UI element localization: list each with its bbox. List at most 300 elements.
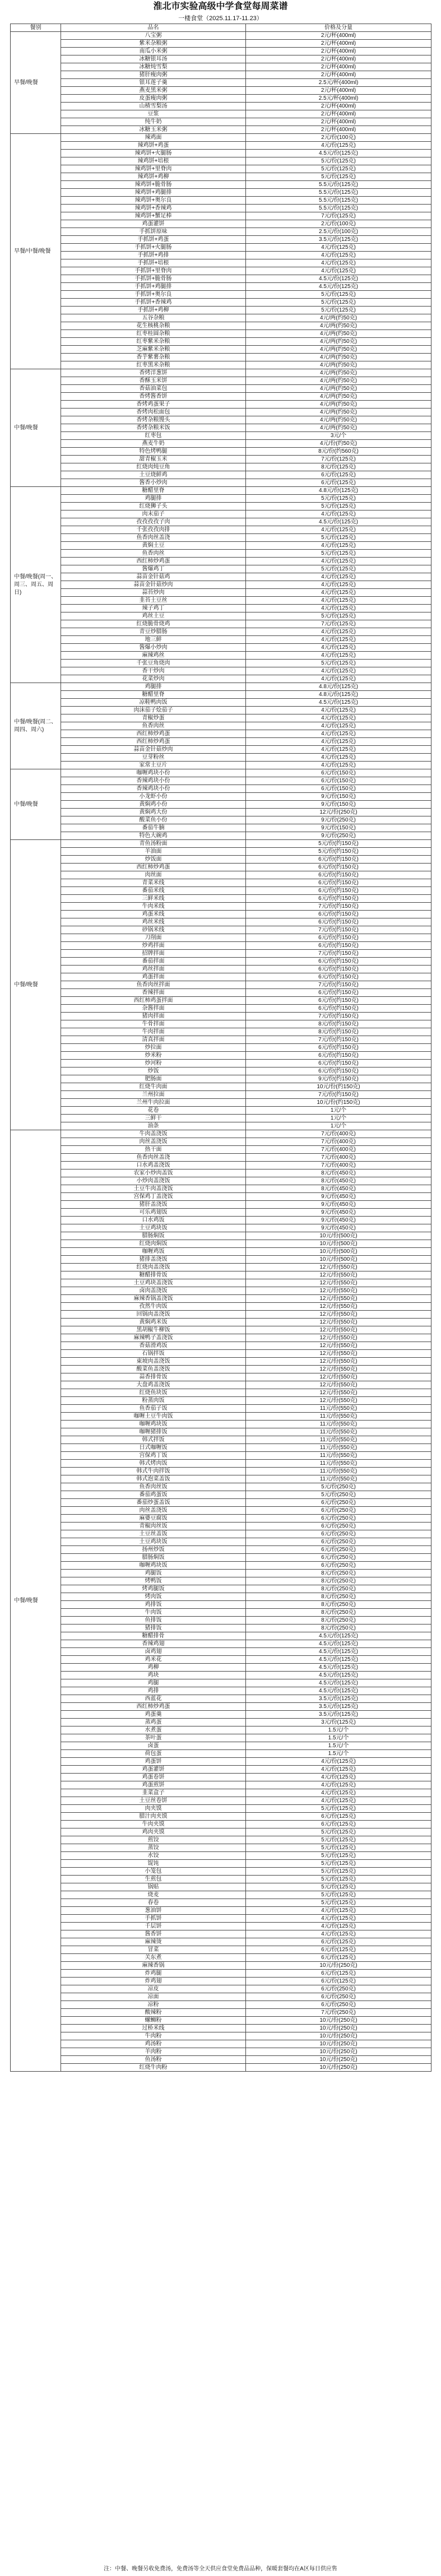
dish-price: 3.5元/份(125克) — [246, 236, 431, 244]
category-cell: 中餐/晚餐(周二、周四、周六) — [11, 683, 61, 769]
table-row — [11, 1232, 431, 1240]
table-row — [11, 1326, 431, 1334]
table-row — [11, 636, 431, 644]
table-row — [11, 942, 431, 950]
category-cell: 中餐/晚餐 — [11, 1130, 61, 2072]
dish-price: 8元/份(450克) — [246, 1177, 431, 1185]
page-title: 淮北市实验高级中学食堂每周菜谱 — [153, 2, 288, 11]
table-row — [11, 1923, 431, 1930]
dish-name: 红枣桂圆杂粮 — [61, 330, 246, 338]
dish-name: 麻辣鸡丝 — [61, 652, 246, 660]
dish-name: 糖醋排骨饭 — [61, 1271, 246, 1279]
table-row — [11, 667, 431, 675]
header-price: 价格及分量 — [246, 24, 431, 32]
dish-price: 4元/份(125克) — [246, 244, 431, 252]
dish-name: 粉蒸肉饭 — [61, 1397, 246, 1405]
dish-name: 红烧鱼块饭 — [61, 1389, 246, 1397]
dish-name: 红烧牛肉面 — [61, 1083, 246, 1091]
dish-price: 6元/份(约150克) — [246, 942, 431, 950]
dish-price: 5元/份(125克) — [246, 1836, 431, 1844]
table-row — [11, 769, 431, 777]
dish-name: 土豆鸡块饭 — [61, 1224, 246, 1232]
table-row — [11, 110, 431, 118]
dish-name: 土豆烧鲜鸡 — [61, 471, 246, 479]
dish-price: 4元/份(125克) — [246, 628, 431, 636]
dish-price: 9元/份(450克) — [246, 1224, 431, 1232]
table-row — [11, 87, 431, 95]
dish-price: 6元/份(250克) — [246, 1546, 431, 1554]
dish-name: 肉夹馍 — [61, 1805, 246, 1813]
dish-name: 香烤肉松面包 — [61, 409, 246, 416]
table-row — [11, 1899, 431, 1907]
dish-price: 4元/份(125克) — [246, 267, 431, 275]
dish-price: 8元/份(250克) — [246, 1570, 431, 1577]
dish-price: 8元/份(250克) — [246, 1585, 431, 1593]
dish-price: 6元/份(150克) — [246, 785, 431, 793]
dish-name: 咖喱猪排饭 — [61, 1428, 246, 1436]
table-row — [11, 1640, 431, 1648]
dish-name: 手抓饼 — [61, 1915, 246, 1923]
dish-price: 2.5元/杯(400ml) — [246, 79, 431, 87]
dish-price: 9元/份(150克) — [246, 824, 431, 832]
dish-price: 9元/份(250克) — [246, 832, 431, 840]
dish-name: 刀削面 — [61, 934, 246, 942]
dish-price: 6元/份(250克) — [246, 1538, 431, 1546]
dish-price: 2元/杯(400ml) — [246, 126, 431, 134]
dish-name: 卤鸡翅 — [61, 1648, 246, 1656]
table-row — [11, 1217, 431, 1224]
table-row — [11, 1444, 431, 1452]
dish-name: 葱油饼 — [61, 1907, 246, 1915]
table-row — [11, 1122, 431, 1130]
dish-price: 6元/份(约150克) — [246, 895, 431, 903]
dish-price: 4元/份(125克) — [246, 142, 431, 150]
header-category: 餐别 — [11, 24, 61, 32]
table-row — [11, 1930, 431, 1938]
dish-price: 10元/份(500克) — [246, 1232, 431, 1240]
dish-name: 卤肉盖浇饭 — [61, 1287, 246, 1295]
dish-name: 凉面 — [61, 1993, 246, 2001]
dish-price: 4元/两(约50克) — [246, 369, 431, 377]
dish-name: 韩式烤肉饭 — [61, 1460, 246, 1468]
dish-price: 12元/份(550克) — [246, 1303, 431, 1311]
table-row — [11, 1758, 431, 1766]
table-row — [11, 785, 431, 793]
table-row — [11, 738, 431, 746]
dish-name: 咖喱鸡饭 — [61, 1248, 246, 1256]
dish-price: 11元/份(550克) — [246, 1405, 431, 1413]
dish-name: 炒鸡拌面 — [61, 942, 246, 950]
dish-name: 油条 — [61, 1122, 246, 1130]
dish-price: 6元/份(约150克) — [246, 864, 431, 871]
dish-price: 5.5元/份(125克) — [246, 181, 431, 189]
table-row — [11, 471, 431, 479]
dish-name: 猪排盖浇饭 — [61, 1256, 246, 1264]
dish-name: 黄焖鸡米饭 — [61, 1319, 246, 1326]
table-row — [11, 1067, 431, 1075]
dish-price: 4.5元/份(125克) — [246, 1640, 431, 1648]
dish-name: 手抓饼+培根 — [61, 259, 246, 267]
table-row — [11, 173, 431, 181]
dish-price: 6元/份(250克) — [246, 1515, 431, 1523]
dish-price: 8元/份(250克) — [246, 1593, 431, 1601]
table-row — [11, 1413, 431, 1421]
table-row — [11, 1177, 431, 1185]
table-row — [11, 1719, 431, 1726]
dish-price: 5元/份(125克) — [246, 1805, 431, 1813]
dish-price: 4.5元/份(125克) — [246, 1632, 431, 1640]
table-row — [11, 1421, 431, 1428]
table-row — [11, 1052, 431, 1060]
dish-price: 10元/份(500克) — [246, 1248, 431, 1256]
table-row — [11, 1381, 431, 1389]
table-row — [11, 1538, 431, 1546]
table-row — [11, 926, 431, 934]
dish-name: 羊肉粉 — [61, 2048, 246, 2056]
table-row — [11, 1036, 431, 1044]
table-row — [11, 722, 431, 730]
dish-name: 香烤酱香饼 — [61, 393, 246, 401]
dish-price: 4.5元/份(125克) — [246, 1679, 431, 1687]
table-row — [11, 911, 431, 918]
dish-name: 家常土豆片 — [61, 762, 246, 769]
table-row — [11, 259, 431, 267]
dish-price: 6元/份(125克) — [246, 471, 431, 479]
dish-name: 肉末茄子 — [61, 510, 246, 518]
dish-price: 8元/份(250克) — [246, 1577, 431, 1585]
dish-name: 麻辣鸭子盖浇饭 — [61, 1334, 246, 1342]
dish-name: 牛肉米线 — [61, 903, 246, 911]
dish-price: 2元/杯(400ml) — [246, 87, 431, 95]
dish-name: 鸡排饭 — [61, 1601, 246, 1609]
dish-price: 4元/份(125克) — [246, 644, 431, 652]
table-row — [11, 573, 431, 581]
dish-name: 手抓饼原味 — [61, 228, 246, 236]
table-row — [11, 1452, 431, 1460]
table-row — [11, 1044, 431, 1052]
dish-name: 花生核桃杂粮 — [61, 322, 246, 330]
table-row — [11, 346, 431, 354]
dish-name: 辣鸡饼+香辣鸡 — [61, 205, 246, 212]
table-row — [11, 118, 431, 126]
dish-price: 7元/份(400克) — [246, 1162, 431, 1169]
dish-name: 韩式拌饭 — [61, 1436, 246, 1444]
dish-price: 4元/份(125克) — [246, 573, 431, 581]
table-row — [11, 762, 431, 769]
table-row — [11, 652, 431, 660]
dish-name: 炒拉面 — [61, 1044, 246, 1052]
table-row — [11, 1201, 431, 1209]
table-row — [11, 550, 431, 558]
dish-name: 手抓饼+鸡柳 — [61, 307, 246, 314]
dish-name: 鸡柳 — [61, 1664, 246, 1672]
table-row — [11, 1060, 431, 1067]
table-row — [11, 228, 431, 236]
dish-price: 2元/杯(400ml) — [246, 110, 431, 118]
dish-name: 牛肉盖浇饭 — [61, 1130, 246, 1138]
table-row — [11, 1460, 431, 1468]
dish-price: 2元/杯(400ml) — [246, 71, 431, 79]
table-row — [11, 707, 431, 714]
table-row — [11, 1358, 431, 1366]
dish-name: 腊肠焖饭 — [61, 1554, 246, 1562]
dish-price: 9元/份(450克) — [246, 1209, 431, 1217]
dish-name: 香辣鸡块小份 — [61, 785, 246, 793]
dish-name: 鱼汤粉 — [61, 2056, 246, 2064]
table-row — [11, 1962, 431, 1970]
dish-price: 7元/份(约150克) — [246, 981, 431, 989]
dish-name: 砂锅米线 — [61, 926, 246, 934]
table-row — [11, 1185, 431, 1193]
dish-price: 6元/份(约150克) — [246, 989, 431, 997]
dish-name: 番茄米线 — [61, 887, 246, 895]
table-row — [11, 1209, 431, 1217]
dish-name: 香干炒肉 — [61, 667, 246, 675]
dish-name: 糖醋里脊 — [61, 487, 246, 495]
dish-name: 紫米杂粮粥 — [61, 40, 246, 48]
dish-price: 7元/份(125克) — [246, 212, 431, 220]
dish-name: 猪肝盖浇饭 — [61, 1201, 246, 1209]
dish-price: 6元/份(约150克) — [246, 911, 431, 918]
table-row — [11, 1883, 431, 1891]
table-row — [11, 1593, 431, 1601]
table-row — [11, 150, 431, 157]
dish-name: 鱼香肉丝拌面 — [61, 981, 246, 989]
dish-name: 黄焖鸡大份 — [61, 809, 246, 816]
table-row — [11, 856, 431, 864]
dish-price: 4元/份(125克) — [246, 597, 431, 605]
dish-price: 11元/份(550克) — [246, 1444, 431, 1452]
dish-name: 红烧肉焖饭 — [61, 1240, 246, 1248]
dish-name: 冰糖炖雪梨 — [61, 63, 246, 71]
table-row — [11, 126, 431, 134]
dish-name: 辣鸡饼+鸡柳 — [61, 173, 246, 181]
dish-price: 5元/份(125克) — [246, 307, 431, 314]
dish-price: 4.5元/份(125克) — [246, 1656, 431, 1664]
dish-price: 4元/份(125克) — [246, 605, 431, 612]
dish-name: 番茄鸡蛋饭 — [61, 1491, 246, 1499]
dish-price: 11元/份(550克) — [246, 1475, 431, 1483]
table-row — [11, 267, 431, 275]
footer-note: 注：中餐、晚餐另收免费汤，免费汤等全天供应食堂免费品品种，保暖套餐均在A区每日供应售 — [104, 2566, 337, 2572]
category-cell: 早餐/中餐/晚餐 — [11, 134, 61, 369]
dish-price: 4.8元/份(125克) — [246, 691, 431, 699]
dish-price: 9元/份(150克) — [246, 793, 431, 801]
dish-price: 4.5元/份(125克) — [246, 1672, 431, 1679]
dish-name: 鱼香肉丝 — [61, 550, 246, 558]
dish-price: 2元/杯(400ml) — [246, 55, 431, 63]
dish-price: 6元/份(125克) — [246, 1970, 431, 1978]
table-row — [11, 1915, 431, 1923]
table-row — [11, 1240, 431, 1248]
dish-name: 青菜米线 — [61, 879, 246, 887]
dish-price: 12元/份(550克) — [246, 1279, 431, 1287]
table-row — [11, 32, 431, 40]
dish-price: 4元/份(125克) — [246, 738, 431, 746]
table-row — [11, 1891, 431, 1899]
dish-name: 小笼包 — [61, 1868, 246, 1876]
dish-name: 回锅肉盖浇饭 — [61, 1311, 246, 1319]
dish-name: 羊油面 — [61, 848, 246, 856]
dish-name: 红枣紫米杂粮 — [61, 338, 246, 346]
dish-name: 鱼香肉丝盖浇 — [61, 534, 246, 542]
table-row — [11, 1585, 431, 1593]
dish-price: 4元/份(125克) — [246, 252, 431, 259]
dish-name: 鱼香茄子饭 — [61, 1405, 246, 1413]
dish-price: 5元/份(250克) — [246, 1483, 431, 1491]
dish-price: 10元/份(250克) — [246, 2040, 431, 2048]
dish-name: 豆浆 — [61, 110, 246, 118]
table-row — [11, 612, 431, 620]
table-row — [11, 2001, 431, 2009]
dish-name: 香芋紫薯杂粮 — [61, 354, 246, 361]
dish-name: 地三鲜 — [61, 636, 246, 644]
dish-name: 手抓饼+香辣鸡 — [61, 299, 246, 307]
table-row — [11, 1075, 431, 1083]
dish-price: 9元/份(250克) — [246, 816, 431, 824]
dish-price: 7元/份(125克) — [246, 620, 431, 628]
dish-name: 红烧狮子头 — [61, 503, 246, 510]
table-row — [11, 456, 431, 463]
table-row — [11, 1468, 431, 1475]
dish-name: 茶叶蛋 — [61, 1734, 246, 1742]
dish-name: 春卷 — [61, 1899, 246, 1907]
dish-name: 鸡丝拌面 — [61, 966, 246, 973]
table-row — [11, 2064, 431, 2072]
table-row — [11, 1005, 431, 1013]
table-row — [11, 918, 431, 926]
dish-price: 5元/份(125克) — [246, 550, 431, 558]
dish-name: 酱香小炒肉 — [61, 479, 246, 487]
dish-name: 土豆鸡块饭 — [61, 1538, 246, 1546]
table-row — [11, 581, 431, 589]
dish-price: 12元/份(550克) — [246, 1366, 431, 1373]
table-row — [11, 401, 431, 409]
dish-price: 5元/份(125克) — [246, 1883, 431, 1891]
dish-name: 黄焖土豆 — [61, 542, 246, 550]
dish-price: 7元/份(400克) — [246, 1154, 431, 1162]
dish-name: 香菇滑鸡饭 — [61, 1342, 246, 1350]
table-row — [11, 189, 431, 197]
table-row — [11, 1428, 431, 1436]
dish-price: 4元/份(125克) — [246, 542, 431, 550]
dish-price: 2元/杯(400ml) — [246, 63, 431, 71]
table-row — [11, 691, 431, 699]
dish-price: 2.5元/份(100克) — [246, 228, 431, 236]
dish-name: 燕麦黑米粥 — [61, 87, 246, 95]
dish-name: 招牌拌面 — [61, 950, 246, 958]
table-row — [11, 1734, 431, 1742]
dish-name: 酱香饼 — [61, 1930, 246, 1938]
dish-name: 鸡蛋灌饼 — [61, 1766, 246, 1774]
dish-price: 1元/个 — [246, 1115, 431, 1122]
table-row — [11, 1311, 431, 1319]
dish-price: 7元/份(约150克) — [246, 903, 431, 911]
table-row — [11, 620, 431, 628]
dish-name: 麻辣烫 — [61, 1938, 246, 1946]
dish-price: 4元/份(125克) — [246, 1923, 431, 1930]
table-row — [11, 1366, 431, 1373]
dish-name: 腊肠焖饭 — [61, 1232, 246, 1240]
dish-price: 6元/份(250克) — [246, 1993, 431, 2001]
dish-name: 鸡蛋煎饼 — [61, 1781, 246, 1789]
dish-price: 4元/份(125克) — [246, 1797, 431, 1805]
dish-name: 麻辣香锅盖浇饭 — [61, 1295, 246, 1303]
table-row — [11, 354, 431, 361]
dish-name: 香烤杂粮米饭 — [61, 424, 246, 432]
dish-name: 凉粉 — [61, 2001, 246, 2009]
dish-name: 鸡蛋灌饼 — [61, 220, 246, 228]
dish-price: 10元/份(250克) — [246, 2032, 431, 2040]
table-row — [11, 1679, 431, 1687]
dish-name: 香辣鸡翅 — [61, 1640, 246, 1648]
dish-price: 12元/份(550克) — [246, 1311, 431, 1319]
dish-name: 水煮蛋 — [61, 1726, 246, 1734]
table-row — [11, 1609, 431, 1617]
dish-name: 鸡丝土豆 — [61, 612, 246, 620]
dish-name: 卤蛋 — [61, 1742, 246, 1750]
dish-name: 鸡块 — [61, 1672, 246, 1679]
dish-name: 荷包蛋 — [61, 1750, 246, 1758]
table-row — [11, 1624, 431, 1632]
table-row — [11, 840, 431, 848]
dish-name: 酱爆小炒肉 — [61, 644, 246, 652]
table-row — [11, 1530, 431, 1538]
table-row — [11, 1342, 431, 1350]
dish-price: 6元/份(125克) — [246, 1813, 431, 1821]
dish-price: 11元/份(550克) — [246, 1428, 431, 1436]
menu-table — [10, 24, 431, 2072]
dish-price: 4元/两(约50克) — [246, 322, 431, 330]
dish-name: 花卷 — [61, 1107, 246, 1115]
dish-price: 4.8元/份(125克) — [246, 683, 431, 691]
dish-name: 关东煮 — [61, 1954, 246, 1962]
dish-price: 4元/份(125克) — [246, 636, 431, 644]
table-row — [11, 103, 431, 110]
dish-price: 2元/杯(400ml) — [246, 40, 431, 48]
dish-name: 麻辣香锅 — [61, 1962, 246, 1970]
dish-name: 猪排饭 — [61, 1624, 246, 1632]
dish-name: 蒜苗金针菇炒肉 — [61, 581, 246, 589]
dish-price: 12元/份(550克) — [246, 1350, 431, 1358]
dish-price: 5.5元/份(125克) — [246, 205, 431, 212]
table-row — [11, 1248, 431, 1256]
dish-name: 青椒肉丝饭 — [61, 1523, 246, 1530]
table-row — [11, 589, 431, 597]
dish-name: 兰州牛肉拉面 — [61, 1099, 246, 1107]
table-row — [11, 1507, 431, 1515]
dish-name: 手抓饼+鸡蛋 — [61, 236, 246, 244]
table-row — [11, 1797, 431, 1805]
dish-name: 炒米粉 — [61, 1052, 246, 1060]
dish-name: 孜孜孜孜子肉 — [61, 518, 246, 526]
table-row — [11, 1985, 431, 1993]
dish-name: 韭苔土豆丝 — [61, 597, 246, 605]
dish-name: 辣鸡饼+里脊肉 — [61, 165, 246, 173]
dish-price: 9元/份(450克) — [246, 1193, 431, 1201]
dish-name: 石锅拌饭 — [61, 1350, 246, 1358]
table-row — [11, 40, 431, 48]
dish-name: 冰糖银耳汤 — [61, 55, 246, 63]
table-row — [11, 1821, 431, 1828]
table-row — [11, 887, 431, 895]
dish-price: 4元/份(125克) — [246, 558, 431, 565]
dish-price: 5元/份(125克) — [246, 565, 431, 573]
dish-price: 5元/份(125克) — [246, 291, 431, 299]
table-row — [11, 134, 431, 142]
dish-price: 2元/份(100克) — [246, 134, 431, 142]
table-row — [11, 824, 431, 832]
